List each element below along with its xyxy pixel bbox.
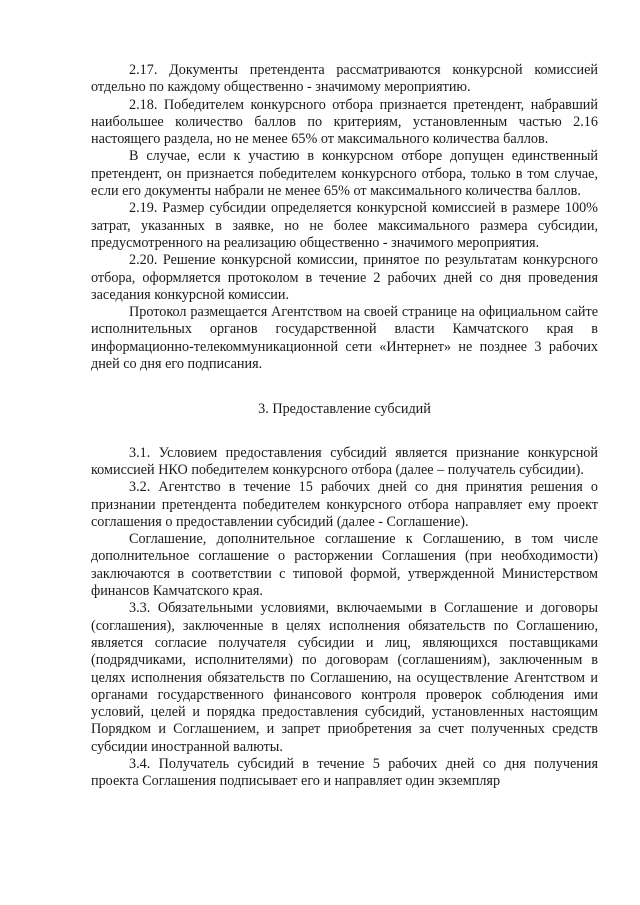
paragraph-2-20: 2.20. Решение конкурсной комиссии, принятое по результатам конкурсного отбора, оформляется протоколом в течение 2 рабочих дней со дня проведения заседания конкурсной комиссии. xyxy=(91,252,598,303)
paragraph-3-3: 3.3. Обязательными условиями, включаемыми в Соглашение и договоры (соглашения), заключенные в целях исполнения обязательств по Соглашению, является согласие получателя субсидии и лиц, являющихся поставщиками (подрядчиками, исполнителями) по договорам (соглашениям), заключенным в целях исполнения обязательств по Соглашению, на осуществление Агентством и органами государственного финансового контроля проверок соблюдения ими условий, целей и порядка предоставления субсидий, установленных настоящим Порядком и Соглашением, и запрет приобретения за счет полученных средств субсидии иностранной валюты. xyxy=(91,600,598,755)
paragraph-agreement-form: Соглашение, дополнительное соглашение к Соглашению, в том числе дополнительное соглашение о расторжении Соглашения (при необходимости) заключаются в соответствии с типовой формой, утвержденной Министерством финансов Камчатского края. xyxy=(91,531,598,600)
paragraph-single-applicant: В случае, если к участию в конкурсном отборе допущен единственный претендент, он признается победителем конкурсного отбора, только в том случае, если его документы набрали не менее 65% от максимального количества баллов. xyxy=(91,148,598,200)
paragraph-protocol: Протокол размещается Агентством на своей странице на официальном сайте исполнительных органов государственной власти Камчатского края в информационно-телекоммуникационной сети «Интернет» не позднее 3 рабочих дней со дня его подписания. xyxy=(91,304,598,373)
paragraph-2-17: 2.17. Документы претендента рассматриваются конкурсной комиссией отдельно по каждому общественно - значимому мероприятию. xyxy=(91,62,598,96)
section-heading: 3. Предоставление субсидий xyxy=(258,401,431,418)
paragraph-3-2: 3.2. Агентство в течение 15 рабочих дней со дня принятия решения о признании претендента победителем конкурсного отбора направляет ему проект соглашения о предоставлении субсидий (далее - Соглашение). xyxy=(91,479,598,530)
paragraph-2-19: 2.19. Размер субсидии определяется конкурсной комиссией в размере 100% затрат, указанных в заявке, но не более максимального размера субсидии, предусмотренного на реализацию общественно - значимого мероприятия. xyxy=(91,200,598,251)
paragraph-3-1: 3.1. Условием предоставления субсидий является признание конкурсной комиссией НКО победителем конкурсного отбора (далее – получатель субсидии). xyxy=(91,444,598,478)
paragraph-2-18: 2.18. Победителем конкурсного отбора признается претендент, набравший наибольшее количество баллов по критериям, установленным частью 2.16 настоящего раздела, но не менее 65% от максимального количества баллов. xyxy=(91,96,598,148)
paragraph-3-4: 3.4. Получатель субсидий в течение 5 рабочих дней со дня получения проекта Соглашения подписывает его и направляет один экземпляр xyxy=(91,755,598,790)
document-page xyxy=(91,62,598,791)
